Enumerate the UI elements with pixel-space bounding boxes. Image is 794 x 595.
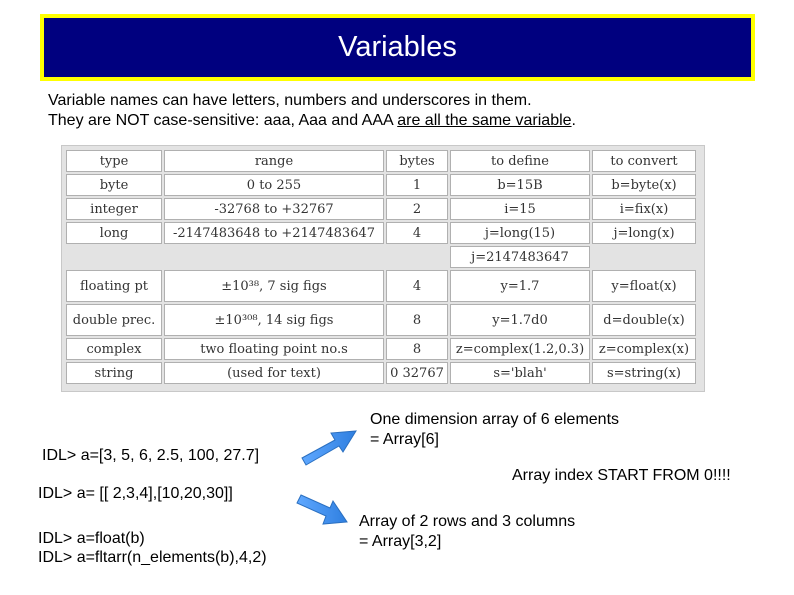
table-cell: i=15 xyxy=(450,198,590,220)
table-cell: y=1.7 xyxy=(450,270,590,302)
intro-line-1: Variable names can have letters, numbers and underscores in them. xyxy=(48,92,532,109)
header-cell: to define xyxy=(450,150,590,172)
note-2d-line-1: Array of 2 rows and 3 columns xyxy=(359,513,576,530)
table-cell: s='blah' xyxy=(450,362,590,384)
table-cell: 2 xyxy=(386,198,448,220)
example-1d-array: IDL> a=[3, 5, 6, 2.5, 100, 27.7] xyxy=(42,447,260,464)
table-cell: s=string(x) xyxy=(592,362,696,384)
table-cell: integer xyxy=(66,198,162,220)
header-cell: type xyxy=(66,150,162,172)
table-cell: -32768 to +32767 xyxy=(164,198,384,220)
table-cell: -2147483648 to +2147483647 xyxy=(164,222,384,244)
table-cell: z=complex(1.2,0.3) xyxy=(450,338,590,360)
table-cell: 8 xyxy=(386,338,448,360)
page-title: Variables xyxy=(338,31,457,63)
header-cell: to convert xyxy=(592,150,696,172)
table-cell: ±10³⁰⁸, 14 sig figs xyxy=(164,304,384,336)
intro-line-2-prefix: They are NOT case-sensitive: aaa, Aaa and AAA xyxy=(48,112,398,129)
intro-line-2-underlined: are all the same variable xyxy=(397,112,572,129)
table-cell: ±10³⁸, 7 sig figs xyxy=(164,270,384,302)
table-cell: byte xyxy=(66,174,162,196)
table-cell: double prec. xyxy=(66,304,162,336)
example-fltarr: IDL> a=fltarr(n_elements(b),4,2) xyxy=(38,549,267,566)
table-cell: j=2147483647 xyxy=(450,246,590,268)
table-cell: j=long(x) xyxy=(592,222,696,244)
table-cell: floating pt xyxy=(66,270,162,302)
table-cell: two floating point no.s xyxy=(164,338,384,360)
intro-line-2-suffix: . xyxy=(571,112,576,129)
note-1d-line-1: One dimension array of 6 elements xyxy=(370,411,620,428)
table-cell: y=1.7d0 xyxy=(450,304,590,336)
table-cell: 8 xyxy=(386,304,448,336)
note-index: Array index START FROM 0!!!! xyxy=(512,467,731,484)
table-cell: (used for text) xyxy=(164,362,384,384)
arrow-to-1d-note xyxy=(302,431,356,465)
table-cell: j=long(15) xyxy=(450,222,590,244)
table-cell: 1 xyxy=(386,174,448,196)
table-cell: z=complex(x) xyxy=(592,338,696,360)
header-cell: range xyxy=(164,150,384,172)
table-cell: b=byte(x) xyxy=(592,174,696,196)
table-cell: b=15B xyxy=(450,174,590,196)
table-cell: 4 xyxy=(386,270,448,302)
table-cell: d=double(x) xyxy=(592,304,696,336)
note-1d-line-2: = Array[6] xyxy=(370,431,439,448)
note-2d-line-2: = Array[3,2] xyxy=(359,533,442,550)
table-cell: string xyxy=(66,362,162,384)
table-cell: i=fix(x) xyxy=(592,198,696,220)
table-cell: y=float(x) xyxy=(592,270,696,302)
table-cell: complex xyxy=(66,338,162,360)
table-cell: 0 to 255 xyxy=(164,174,384,196)
table-cell: 0 32767 xyxy=(386,362,448,384)
header-cell: bytes xyxy=(386,150,448,172)
arrow-to-2d-note xyxy=(297,495,347,524)
table-cell: long xyxy=(66,222,162,244)
example-2d-array: IDL> a= [[ 2,3,4],[10,20,30]] xyxy=(38,485,233,502)
example-float: IDL> a=float(b) xyxy=(38,530,145,547)
table-cell: 4 xyxy=(386,222,448,244)
